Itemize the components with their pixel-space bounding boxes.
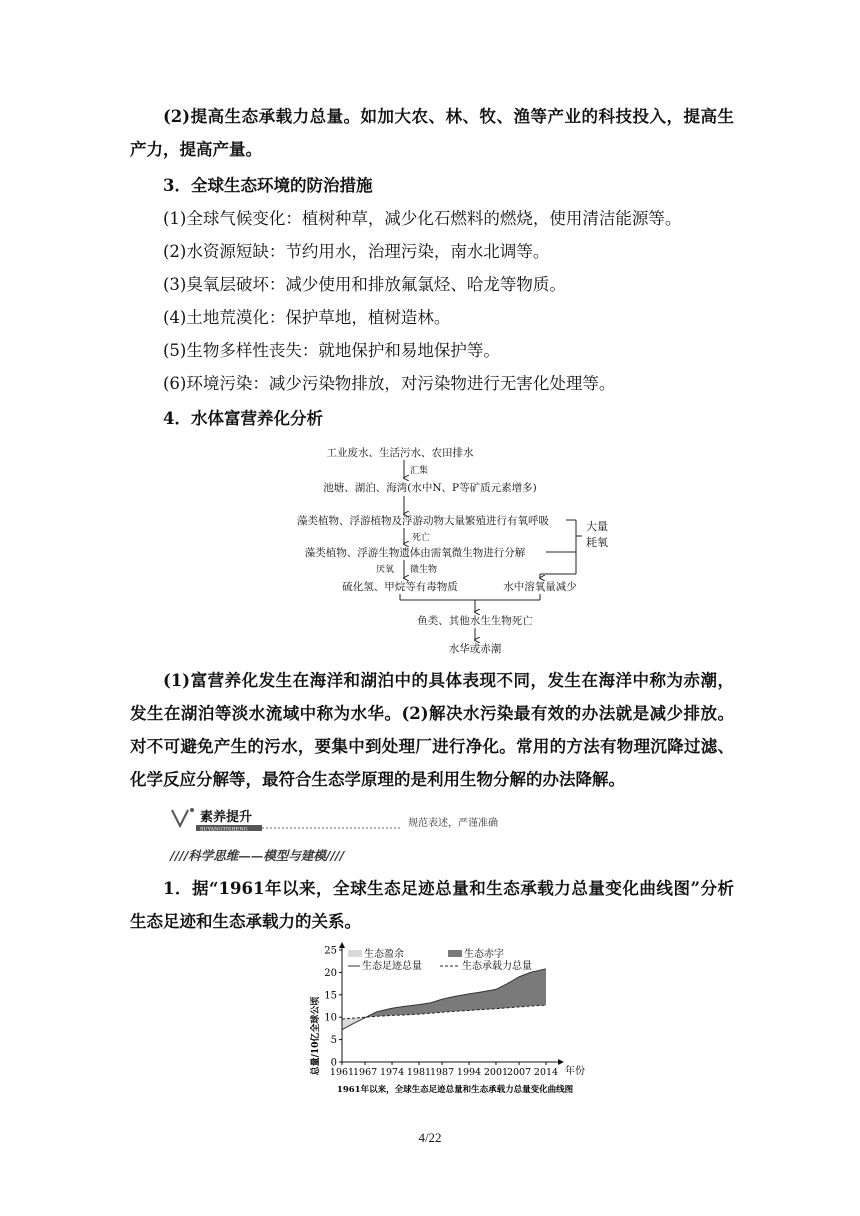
legend-label-capacity: 生态承载力总量 — [462, 961, 532, 972]
measure-item: (2)水资源短缺：节约用水，治理污染，南水北调等。 — [163, 242, 550, 261]
y-tick-label: 25 — [324, 945, 337, 957]
x-tick-label: 1994 — [456, 1067, 482, 1078]
footprint-chart — [300, 940, 620, 1100]
banner-pinyin: SUYANGTISHENG — [200, 826, 248, 832]
x-axis-arrow — [558, 1059, 564, 1065]
eutrophication-flowchart — [290, 440, 650, 660]
measure-item: (3)臭氧层破坏：减少使用和排放氟氯烃、哈龙等物质。 — [163, 275, 566, 294]
chart-caption: 1961年以来，全球生态足迹总量和生态承载力总量变化曲线图 — [336, 1085, 574, 1095]
question-1: 1．据“1961年以来，全球生态足迹总量和生态承载力总量变化曲线图”分析生态足迹和生态承载力的关系。 — [130, 879, 734, 931]
flow-node-oxygen-consumption: 大量 — [586, 520, 608, 533]
flow-node-water-body: 池塘、湖泊、海湾(水中N、P等矿质元素增多) — [323, 482, 537, 494]
measure-item: (5)生物多样性丧失：就地保护和易地保护等。 — [163, 341, 500, 360]
x-tick-label: 1967 — [353, 1067, 378, 1078]
x-tick-label: 1974 — [379, 1067, 405, 1078]
flow-edge-microbe: 微生物 — [410, 565, 438, 575]
legend-label-footprint: 生态足迹总量 — [362, 961, 422, 972]
flow-edge-death: 死亡 — [412, 533, 431, 543]
flow-node-oxygen-consumption-2: 耗氧 — [586, 536, 608, 549]
legend-swatch-deficit — [448, 950, 462, 957]
flow-edge-anaerobic: 厌氧 — [376, 565, 395, 575]
x-tick-label: 2007 — [506, 1067, 532, 1078]
y-axis-arrow — [339, 942, 345, 948]
deficit-area — [366, 969, 546, 1017]
flow-node-bloom: 藻类植物、浮游植物及浮游动物大量繁殖进行有氧呼吸 — [297, 515, 549, 527]
y-tick-label: 0 — [330, 1057, 337, 1069]
banner-tagline: 规范表述，严谨准确 — [408, 818, 498, 829]
x-tick-label: 1961 — [329, 1067, 355, 1078]
flow-node-toxic: 硫化氢、甲烷等有毒物质 — [342, 581, 458, 593]
literacy-banner — [170, 806, 550, 832]
y-tick-label: 15 — [324, 990, 337, 1002]
banner-title: 素养提升 — [200, 810, 253, 825]
x-tick-label: 2014 — [533, 1067, 559, 1078]
x-tick-label: 1981 — [406, 1067, 432, 1078]
flow-edge-collect: 汇集 — [410, 466, 429, 476]
paragraph-raise-capacity: (2)提高生态承载力总量。如加大农、林、牧、渔等产业的科技投入，提高生产力，提高产量。 — [130, 107, 734, 159]
chart-ylabel: 总量/10亿全球公顷 — [311, 996, 321, 1076]
measure-item: (1)全球气候变化：植树种草，减少化石燃料的燃烧，使用清洁能源等。 — [163, 209, 682, 228]
measure-item: (6)环境污染：减少污染物排放，对污染物进行无害化处理等。 — [163, 374, 616, 393]
y-tick-label: 10 — [324, 1012, 337, 1024]
measure-item: (4)土地荒漠化：保护草地，植树造林。 — [163, 308, 451, 327]
y-tick-label: 20 — [324, 967, 337, 979]
legend-swatch-surplus — [348, 950, 362, 957]
chart-xlabel: 年份 — [565, 1066, 585, 1077]
flow-node-low-oxygen: 水中溶氧量减少 — [503, 581, 577, 593]
legend-label-deficit: 生态赤字 — [464, 949, 504, 960]
x-tick-label: 1987 — [429, 1067, 455, 1078]
eutrophication-paragraph: (1)富营养化发生在海洋和湖泊中的具体表现不同，发生在海洋中称为赤潮，发生在湖泊等淡水流域中称为水华。(2)解决水污染最有效的办法就是减少排放。对不可避免产生的污水，要集中到处理厂进行净化。常用的方法有物理沉降过滤、化学反应分解等，最符合生态学原理的是利用生物分解的办法降解。 — [130, 671, 734, 789]
flow-node-bloom-tide: 水华或赤潮 — [448, 643, 502, 655]
flow-node-fish-death: 鱼类、其他水生生物死亡 — [417, 615, 533, 627]
section-3-heading: 3．全球生态环境的防治措施 — [163, 176, 373, 195]
x-tick-label: 2001 — [483, 1067, 509, 1078]
legend-label-surplus: 生态盈余 — [364, 949, 404, 960]
flow-node-decompose: 藻类植物、浮游生物遗体由需氧微生物进行分解 — [304, 547, 526, 559]
y-tick-label: 5 — [330, 1035, 337, 1047]
section-4-heading: 4．水体富营养化分析 — [163, 409, 323, 428]
subheading-modeling: ////科学思维——模型与建模//// — [170, 848, 345, 863]
page-number: 4/22 — [418, 1130, 442, 1145]
flow-node-sources: 工业废水、生活污水、农田排水 — [326, 447, 474, 459]
